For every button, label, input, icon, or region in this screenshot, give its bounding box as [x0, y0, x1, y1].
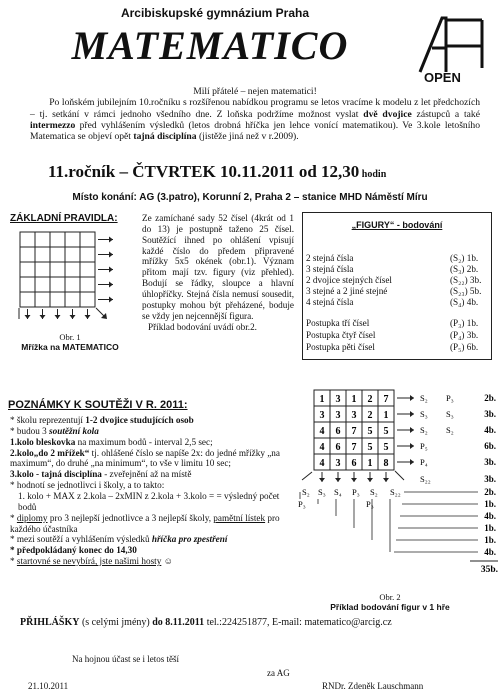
note-emph: kolo„do 2 mřížek“ [16, 447, 90, 458]
grid-cell [35, 262, 50, 277]
col-score: 1b. [484, 499, 496, 509]
col-score: 1b. [484, 535, 496, 545]
grid-cell [35, 247, 50, 262]
col-score: 1b. [484, 523, 496, 533]
row-arrow-head [410, 411, 414, 417]
signup-text: (s celými jmény) [79, 617, 153, 628]
row-score: 2b. [484, 393, 496, 403]
grid-cell [65, 247, 80, 262]
note-item [10, 513, 298, 535]
row-arrow-head [109, 297, 113, 303]
note-text: * mezi soutěží a vyhlášením výsledků [10, 534, 152, 545]
example-cell-value: 5 [367, 442, 373, 453]
col-figure-label: P₃ [352, 487, 360, 497]
greeting: Milí přátelé – nejen matematici! [193, 86, 317, 97]
figure-1-caption [10, 332, 130, 352]
note-num: 3. [10, 469, 17, 480]
figure-score: (P₅) 6b. [450, 342, 479, 352]
col-arrow-head [351, 478, 357, 482]
col-figure-label: S₂ [302, 487, 310, 497]
row-arrow-head [410, 427, 414, 433]
note-emph: diplomy [16, 512, 48, 523]
row-score: 3b. [484, 409, 496, 419]
grid-cell [20, 262, 35, 277]
row-arrow-head [410, 459, 414, 465]
example-cell-value: 8 [383, 458, 389, 469]
col-arrow-head [70, 315, 76, 319]
diag-figure-label: S₂₂ [420, 474, 431, 484]
note-text: pro každého účastníka [10, 512, 280, 534]
col-arrow-head [383, 478, 389, 482]
note-text: tj. ohlášené číslo se napíše 2x: do jedné mřížky „na maximum“, do druhé „na minimum“, to vše v limitu 10 sec; [10, 447, 280, 469]
rules-heading: ZÁKLADNÍ PRAVIDLA: [10, 213, 118, 224]
diag-score: 3b. [484, 474, 496, 484]
grid-cell [20, 277, 35, 292]
rules-example-ref: Příklad bodování uvádí obr.2. [148, 321, 257, 332]
note-emph: hříčka pro zpestření [151, 534, 228, 545]
grid-cell [50, 277, 65, 292]
note-formula: 1. kolo + MAX z 2.kola – 2xMIN z 2.kola + 3.kolo = = výsledný počet bodů [18, 491, 280, 512]
col-figure-label: S₂₂ [390, 487, 401, 497]
diag-arrow-line [395, 471, 404, 480]
intro-emph-3: tajná disciplína [133, 131, 197, 143]
intro-text: (jistěže jiná než v r.2009). [196, 131, 299, 143]
footer-closing: Na hojnou účast se i letos těší [72, 654, 179, 664]
note-text: * školu reprezentují [10, 415, 86, 425]
note-emph: 1-2 dvojice studujících osob [85, 415, 194, 425]
note-item [10, 437, 298, 448]
grid-cell [20, 292, 35, 307]
grid-cell [35, 292, 50, 307]
note-text: * [10, 512, 17, 523]
example-cell-value: 3 [335, 410, 341, 421]
note-emph: kolo - tajná disciplína [16, 469, 102, 480]
example-cell-value: 1 [367, 458, 373, 469]
grid-cell [80, 292, 95, 307]
row-figure-label: S₂ [446, 425, 454, 435]
col-figure-label: S₂ [370, 487, 378, 497]
example-cell-value: 6 [335, 442, 341, 453]
figure-score: (S₂₃) 5b. [450, 286, 482, 296]
example-cell-value: 3 [335, 458, 341, 469]
grid-cell [65, 277, 80, 292]
intro-emph-1: dvě dvojice [363, 108, 412, 120]
smiley-icon: ☺ [163, 556, 173, 567]
edition-hours: hodin [359, 169, 387, 180]
col-score: 4b. [484, 547, 496, 557]
intro-emph-2: intermezzo [30, 119, 76, 131]
grid-cell [20, 247, 35, 262]
example-cell-value: 1 [351, 394, 357, 405]
intro-paragraph [30, 97, 480, 142]
row-figure-label: S₃ [446, 409, 454, 419]
grid-cell [80, 262, 95, 277]
example-cell-value: 3 [351, 410, 357, 421]
footer-org: za AG [267, 668, 290, 678]
rules-paragraph: Ze zamíchané sady 52 čísel (4krát od 1 do 13) je postupně taženo 25 čísel. Soutěžící ihned po ohlášení vpisují každé číslo do předem připravené mřížky 5x5 okének (obr.1). Význam přitom mají tzv. figury (viz přehled). Bodují se řádky, sloupce a hlavní úhlopříčky. Stejná čísla nemusí sousedit, postupky mohou být přeházené, boduje se vždy jen nejcennější figura. [142, 213, 294, 321]
figure-name: 4 stejná čísla [306, 297, 354, 307]
figure-score: (P₄) 3b. [450, 330, 479, 340]
figure-name: Postupka pěti čísel [306, 342, 375, 352]
figure-name: 2 stejná čísla [306, 253, 354, 263]
grid-cell [50, 232, 65, 247]
footer-date: 21.10.2011 [28, 681, 69, 691]
row-score: 4b. [484, 425, 496, 435]
example-cell-value: 7 [351, 442, 357, 453]
example-cell-value: 6 [335, 426, 341, 437]
signup-deadline: do 8.11.2011 [152, 617, 205, 628]
col-figure-label: P₃ [366, 499, 374, 509]
grid-cell [20, 232, 35, 247]
figure-name: 2 dvojice stejných čísel [306, 275, 392, 285]
footer-signature: RNDr. Zdeněk Lauschmann [322, 681, 424, 691]
row-arrow-head [410, 395, 414, 401]
intro-text: zástupců a také [411, 108, 480, 120]
col-figure-label: S₄ [334, 487, 342, 497]
figure-name: 3 stejná čísla [306, 264, 354, 274]
notes-list [10, 415, 298, 567]
row-arrow-head [109, 237, 113, 243]
notes-heading: POZNÁMKY K SOUTĚŽI V R. 2011: [8, 399, 188, 411]
example-cell-value: 5 [367, 426, 373, 437]
row-figure-label: S₂ [420, 393, 428, 403]
note-emph: kolo bleskovka [16, 436, 76, 447]
row-arrow-head [109, 282, 113, 288]
example-cell-value: 1 [383, 410, 389, 421]
intro-text: před vyhlášením výsledků (letos drobná hříčka jen lehce vonící matematikou). Ve 3.kole letošního Matematica se objeví opět [30, 119, 480, 143]
school-name: Arcibiskupské gymnázium Praha [120, 6, 310, 20]
note-emph: pamětní lístek [213, 512, 266, 523]
signup-label: PŘIHLÁŠKY [20, 617, 80, 628]
note-item [10, 534, 298, 545]
row-figure-label: P₃ [446, 393, 454, 403]
page-title: MATEMATICO [71, 23, 349, 68]
example-cell-value: 1 [319, 394, 325, 405]
note-item [10, 426, 298, 437]
example-cell-value: 5 [383, 426, 389, 437]
figure-name: Postupka čtyř čísel [306, 330, 376, 340]
grid-cell [80, 247, 95, 262]
note-text: na maximum bodů - interval 2,5 sec; [75, 436, 213, 447]
col-arrow-head [335, 478, 341, 482]
edition-date: – ČTVRTEK 10.11.2011 od 12,30 [115, 162, 360, 181]
edition-number: 11.ročník [48, 162, 116, 181]
logo-open-text: OPEN [424, 70, 461, 85]
scoring-example-figure [294, 386, 500, 576]
note-text: * budou 3 [10, 425, 50, 436]
figure-score: (P₃) 1b. [450, 318, 479, 328]
figures-title: „FIGURY“ - bodování [351, 220, 443, 230]
note-item [10, 448, 298, 470]
figure-score: (S₄) 4b. [450, 297, 479, 307]
example-cell-value: 4 [319, 442, 325, 453]
example-cell-value: 7 [383, 394, 389, 405]
col-figure-label: S₃ [318, 487, 326, 497]
grid-cell [35, 277, 50, 292]
example-cell-value: 2 [367, 410, 373, 421]
rules-text [142, 213, 294, 332]
col-arrow-head [25, 315, 31, 319]
edition-line [48, 162, 386, 182]
figure-1-title: Mřížka na MATEMATICO [21, 342, 119, 353]
signup-line [20, 617, 490, 629]
example-cell-value: 6 [351, 458, 357, 469]
note-item: * předpokládaný konec do 14,30 [10, 545, 137, 556]
signup-contact: tel.:224251877, E-mail: matematico@arcig.cz [204, 617, 392, 628]
grid-cell [50, 247, 65, 262]
col-score: 4b. [484, 511, 496, 521]
row-arrow-head [410, 443, 414, 449]
note-emph: startovné se nevybírá, jste našimi hosty [16, 556, 162, 567]
example-cell-value: 4 [319, 426, 325, 437]
note-emph: soutěžní kola [49, 425, 99, 436]
col-arrow-head [367, 478, 373, 482]
col-score: 2b. [484, 487, 496, 497]
grid-cell [50, 262, 65, 277]
col-arrow-head [319, 478, 325, 482]
row-figure-label: S₂ [420, 425, 428, 435]
figure-name: 3 stejné a 2 jiné stejné [306, 286, 388, 296]
note-item: * hodnotí se jednotlivci i školy, a to takto: [10, 480, 165, 491]
figure-name: Postupka tří čísel [306, 318, 370, 328]
example-cell-value: 7 [351, 426, 357, 437]
note-item [10, 469, 298, 480]
col-arrow-head [40, 315, 46, 319]
grid-cell [50, 292, 65, 307]
anti-diag-arrow-line [302, 472, 312, 480]
grid-cell [80, 232, 95, 247]
row-score: 6b. [484, 441, 496, 451]
example-cell-value: 2 [367, 394, 373, 405]
figure-score: (S₃) 2b. [450, 264, 479, 274]
figure-1-label: Obr. 1 [59, 332, 81, 342]
grid-cell [65, 232, 80, 247]
grid-cell [65, 292, 80, 307]
col-arrow-head [85, 315, 91, 319]
row-figure-label: S₃ [420, 409, 428, 419]
grid-5x5-figure [16, 228, 124, 324]
figure-score: (S₂₂) 3b. [450, 275, 482, 285]
figure-2-caption [300, 592, 480, 612]
total-score: 35b. [480, 565, 498, 575]
intro [30, 86, 480, 143]
figure-2-label: Obr. 2 [379, 592, 401, 602]
col-figure-label: P₃ [298, 499, 306, 509]
figure-score: (S₂) 1b. [450, 253, 479, 263]
figure-2-title: Příklad bodování figur v 1 hře [330, 602, 450, 613]
note-item [10, 556, 298, 567]
col-arrow-head [55, 315, 61, 319]
note-num: 2. [10, 447, 17, 458]
row-figure-label: P₄ [420, 457, 428, 467]
venue: Místo konání: AG (3.patro), Korunní 2, Praha 2 – stanice MHD Náměstí Míru [72, 192, 428, 203]
example-cell-value: 4 [319, 458, 325, 469]
example-cell-value: 3 [319, 410, 325, 421]
grid-cell [65, 262, 80, 277]
grid-cell [35, 232, 50, 247]
note-num: 1. [10, 436, 17, 447]
note-text: pro 3 nejlepší jednotlivce a 3 nejlepší školy, [47, 512, 214, 523]
grid-cell [80, 277, 95, 292]
row-arrow-head [109, 267, 113, 273]
row-score: 3b. [484, 457, 496, 467]
intro-text: Po loňském jubilejním 10.ročníku s rozšířenou nabídkou programu se letos vracíme k modelu z let předchozích – tj. setkání v rámci jednoho všedního dne. Z loňska podržíme možnost vyslat [30, 97, 480, 120]
example-cell-value: 3 [335, 394, 341, 405]
row-arrow-head [109, 252, 113, 258]
note-text: * [10, 556, 17, 567]
row-figure-label: P₅ [420, 441, 428, 451]
note-text: - zveřejnění až na místě [101, 469, 192, 480]
example-cell-value: 5 [383, 442, 389, 453]
note-item [10, 415, 298, 426]
